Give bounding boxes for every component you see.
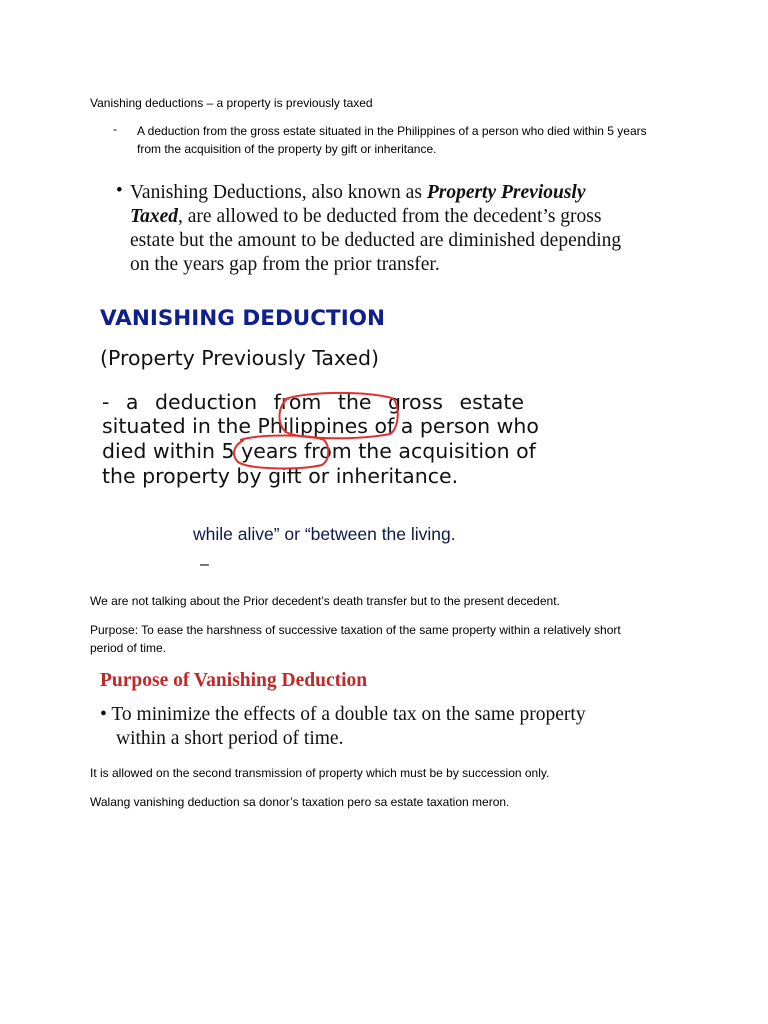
- paragraph-second-transmission: It is allowed on the second transmission of property which must be by succession only.: [90, 766, 550, 780]
- slide2-title: VANISHING DEDUCTION: [100, 306, 385, 331]
- slide1-line-4: on the years gap from the prior transfer.: [130, 254, 440, 275]
- slide2-line-1: - a deduction from the gross estate: [102, 390, 525, 414]
- slide1-bullet: •: [116, 180, 123, 201]
- slide1-line-1-text: Vanishing Deductions, also known as: [130, 182, 427, 203]
- slide1-line-1: [130, 182, 586, 204]
- slide2-line-4: the property by gift or inheritance.: [102, 464, 459, 488]
- slide2-line-3: died within 5 years from the acquisition of: [102, 439, 536, 463]
- slide2-subtitle: (Property Previously Taxed): [100, 346, 380, 370]
- paragraph-present-decedent: We are not talking about the Prior decedent’s death transfer but to the present decedent.: [90, 594, 560, 608]
- slide1-emphasis-2: Taxed: [130, 206, 179, 227]
- slide1-line-2: [130, 206, 601, 228]
- bullet-text: [137, 122, 697, 158]
- slide2-line-2: situated in the Philippines of a person who: [102, 414, 539, 438]
- paragraph-donor-estate: Walang vanishing deduction sa donor’s taxation pero sa estate taxation meron.: [90, 795, 510, 809]
- paragraph-purpose-line-2: period of time.: [90, 641, 167, 655]
- bullet-marker: -: [113, 122, 117, 136]
- slide1-emphasis-1: Property Previously: [426, 182, 586, 203]
- slide-fragment-text: while alive” or “between the living.: [193, 524, 456, 544]
- slide1-line-2-text: , are allowed to be deducted from the decedent’s gross: [178, 206, 602, 227]
- paragraph-purpose-line-1: Purpose: To ease the harshness of successive taxation of the same property within a relatively short: [90, 623, 621, 637]
- bullet-line-1: A deduction from the gross estate situated in the Philippines of a person who died within 5 years: [137, 124, 647, 138]
- slide3-line-2: within a short period of time.: [116, 728, 344, 749]
- slide3-title: Purpose of Vanishing Deduction: [100, 670, 368, 691]
- slide1-line-3: estate but the amount to be deducted are diminished depending: [130, 230, 622, 251]
- section-heading: Vanishing deductions – a property is previously taxed: [90, 96, 373, 110]
- slide3-line-1: • To minimize the effects of a double tax on the same property: [100, 704, 586, 725]
- slide-fragment-dash: –: [200, 556, 209, 573]
- bullet-line-2: from the acquisition of the property by gift or inheritance.: [137, 142, 437, 156]
